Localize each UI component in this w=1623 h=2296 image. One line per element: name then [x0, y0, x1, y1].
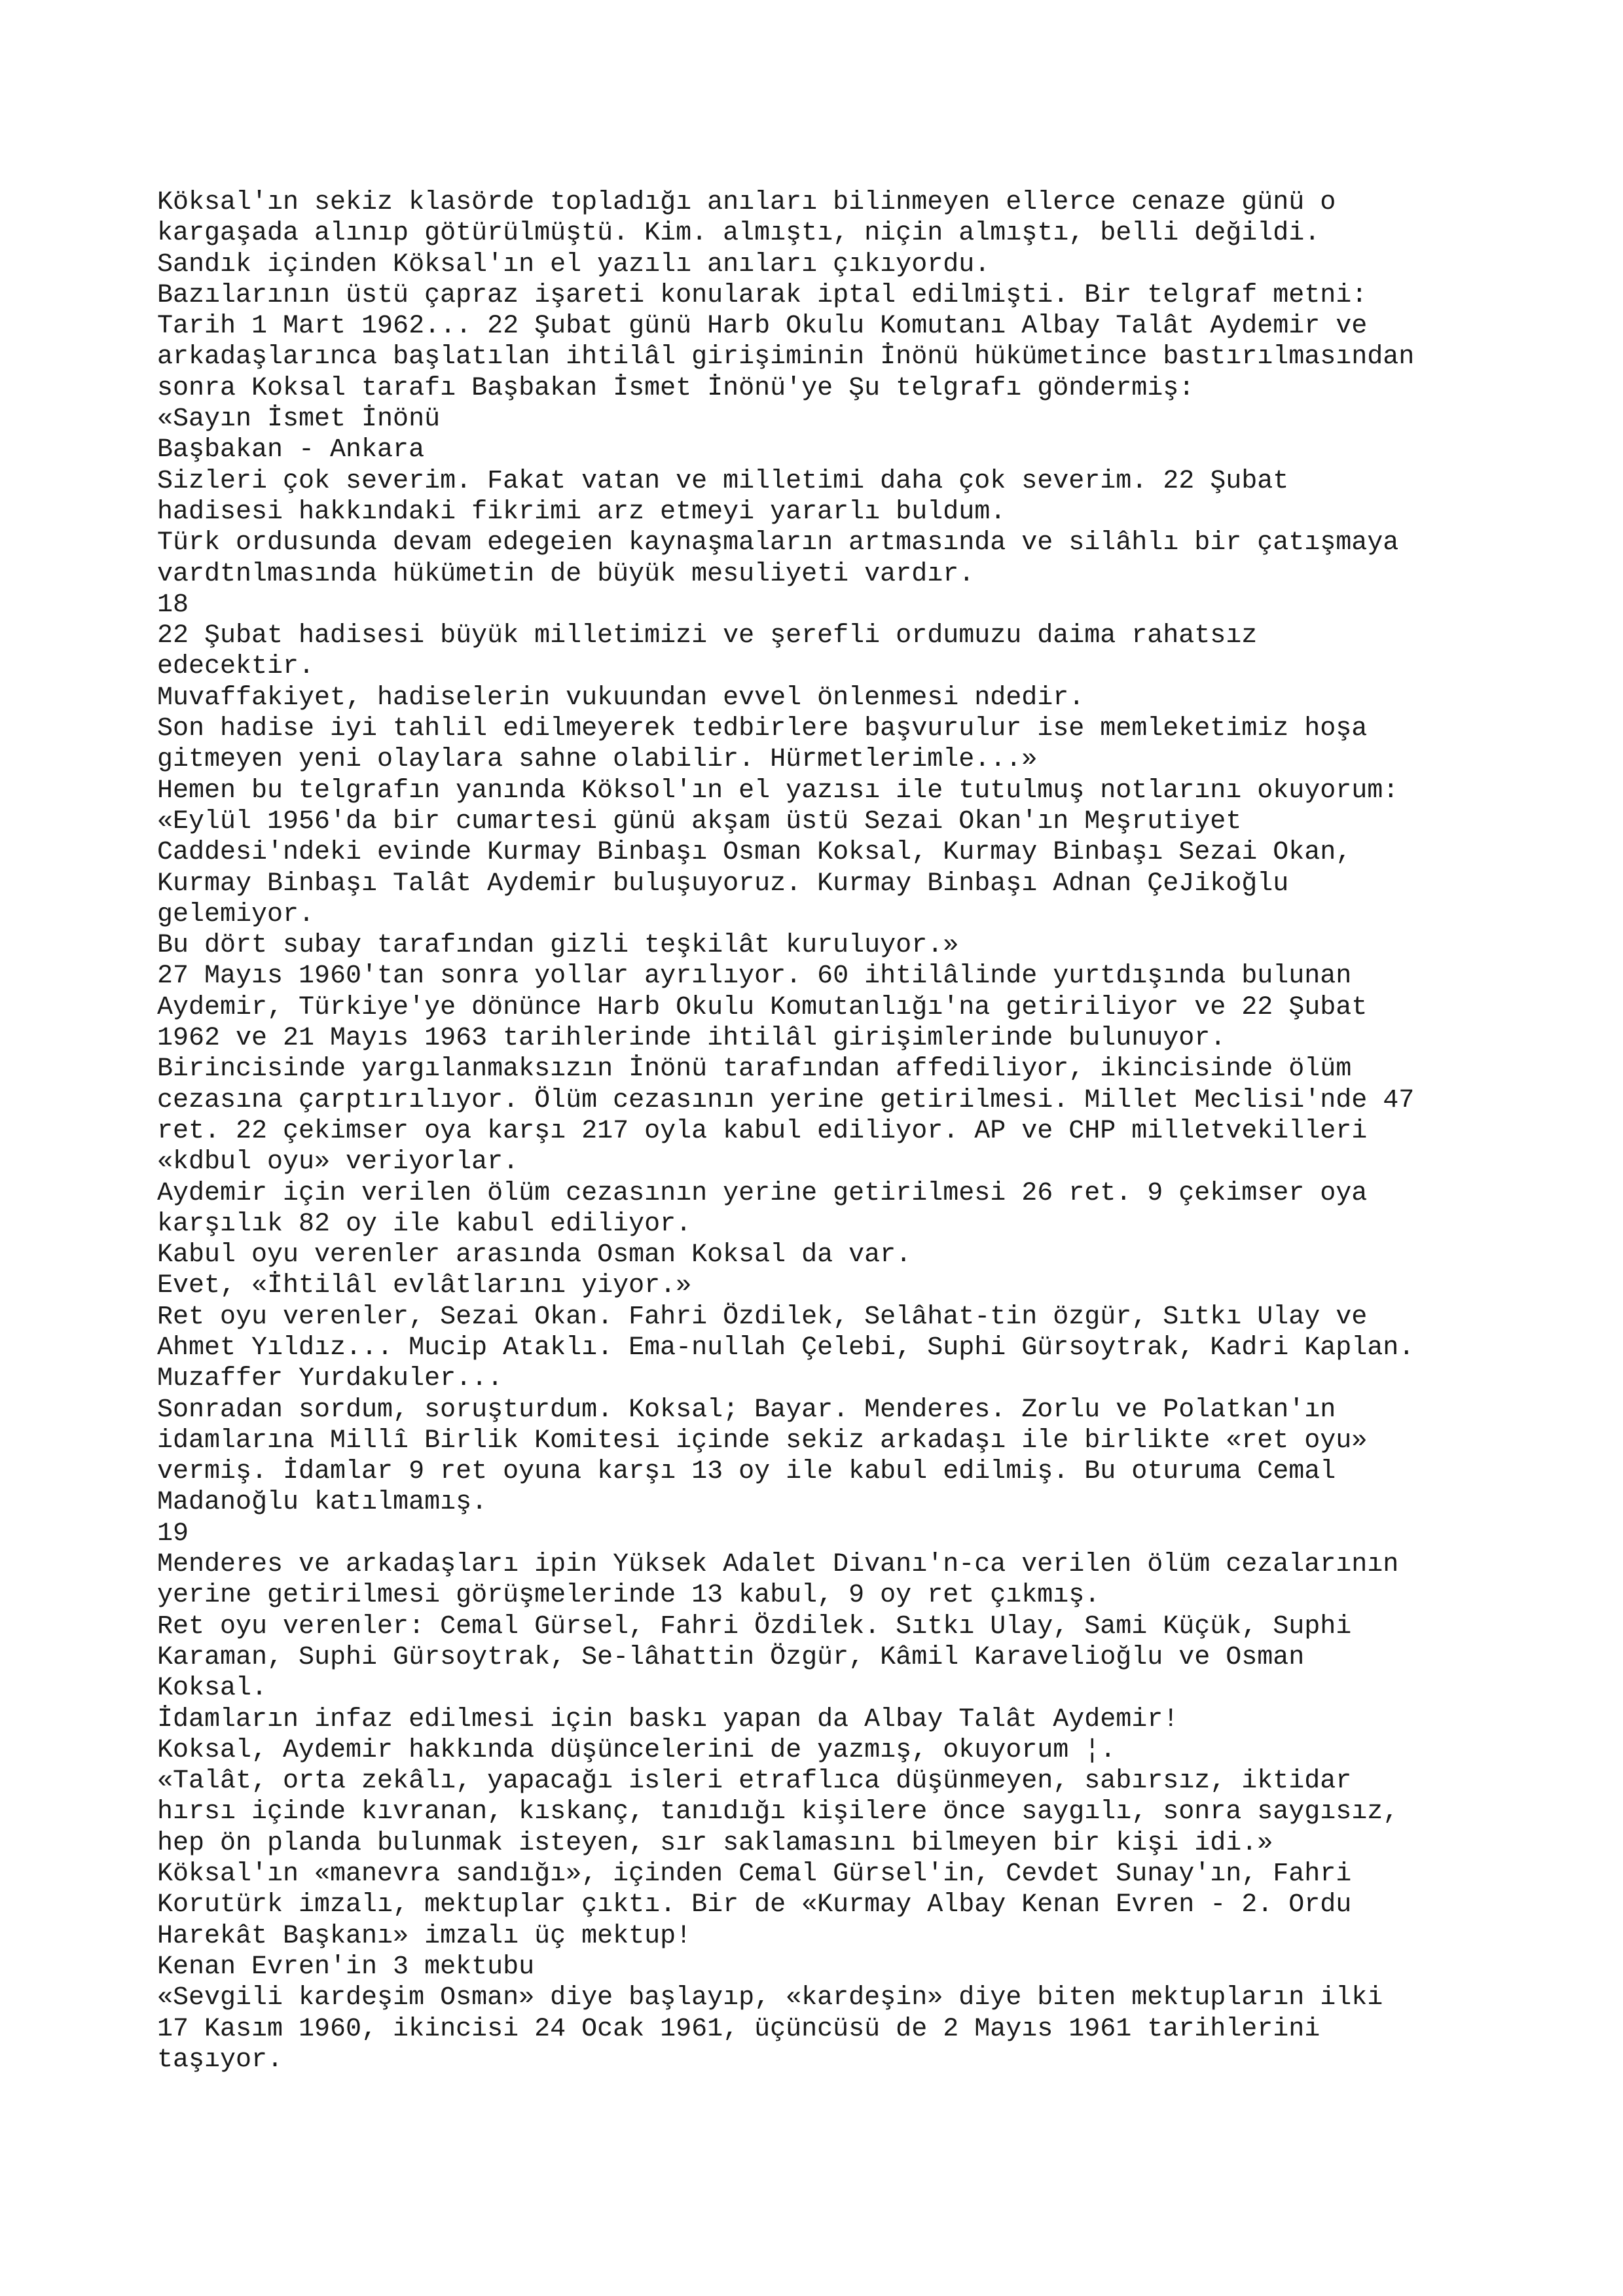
text-line: Birincisinde yargılanmaksızın İnönü tarafından affediliyor, ikincisinde ölüm	[157, 1054, 1352, 1085]
text-line: 1962 ve 21 Mayıs 1963 tarihlerinde ihtilâl girişimlerinde bulunuyor.	[157, 1024, 1226, 1054]
text-line: Caddesi'ndeki evinde Kurmay Binbaşı Osman Koksal, Kurmay Binbaşı Sezai Okan,	[157, 838, 1352, 868]
text-line: ret. 22 çekimser oya karşı 217 oyla kabul ediliyor. AP ve CHP milletvekilleri	[157, 1116, 1368, 1146]
text-line: Kenan Evren'in 3 mektubu	[157, 1952, 535, 1982]
text-line: Muvaffakiyet, hadiselerin vukuundan evvel önlenmesi ndedir.	[157, 683, 1085, 713]
text-line: Ahmet Yıldız... Mucip Ataklı. Ema-nullah Çelebi, Suphi Gürsoytrak, Kadri Kaplan.	[157, 1333, 1415, 1363]
text-line: Evet, «İhtilâl evlâtlarını yiyor.»	[157, 1271, 692, 1301]
text-line: Madanoğlu katılmamış.	[157, 1488, 488, 1518]
text-line: arkadaşlarınca başlatılan ihtilâl girişiminin İnönü hükümetince bastırılmasından	[157, 342, 1415, 372]
text-line: Kurmay Binbaşı Talât Aydemir buluşuyoruz. Kurmay Binbaşı Adnan ÇeJikoğlu	[157, 869, 1289, 899]
text-line: 17 Kasım 1960, ikincisi 24 Ocak 1961, üçüncüsü de 2 Mayıs 1961 tarihlerini	[157, 2014, 1321, 2044]
text-line: gitmeyen yeni olaylara sahne olabilir. Hürmetlerimle...»	[157, 745, 1038, 775]
text-line: 18	[157, 590, 189, 620]
text-line: Bazılarının üstü çapraz işareti konularak iptal edilmişti. Bir telgraf metni:	[157, 280, 1368, 310]
text-line: Harekât Başkanı» imzalı üç mektup!	[157, 1921, 692, 1951]
text-line: Aydemir, Türkiye'ye dönünce Harb Okulu Komutanlığı'na getiriliyor ve 22 Şubat	[157, 992, 1368, 1022]
text-line: hırsı içinde kıvranan, kıskanç, tanıdığı kişilere önce saygılı, sonra saygısız,	[157, 1797, 1399, 1827]
text-line: İdamların infaz edilmesi için baskı yapan da Albay Talât Aydemir!	[157, 1704, 1179, 1734]
text-line: Ret oyu verenler: Cemal Gürsel, Fahri Özdilek. Sıtkı Ulay, Sami Küçük, Suphi	[157, 1611, 1352, 1641]
text-line: Ret oyu verenler, Sezai Okan. Fahri Özdilek, Selâhat-tin özgür, Sıtkı Ulay ve	[157, 1302, 1368, 1332]
text-line: kargaşada alınıp götürülmüştü. Kim. almıştı, niçin almıştı, belli değildi.	[157, 219, 1321, 249]
text-line: 27 Mayıs 1960'tan sonra yollar ayrılıyor. 60 ihtilâlinde yurtdışında bulunan	[157, 961, 1352, 992]
text-line: vardtnlmasında hükümetin de büyük mesuliyeti vardır.	[157, 559, 975, 589]
text-line: Tarih 1 Mart 1962... 22 Şubat günü Harb Okulu Komutanı Albay Talât Aydemir ve	[157, 312, 1368, 342]
text-line: Sonradan sordum, soruşturdum. Koksal; Bayar. Menderes. Zorlu ve Polatkan'ın	[157, 1395, 1336, 1425]
text-line: «Eylül 1956'da bir cumartesi günü akşam üstü Sezai Okan'ın Meşrutiyet	[157, 806, 1242, 836]
text-line: «Sevgili kardeşim Osman» diye başlayıp, «kardeşin» diye biten mektupların ilki	[157, 1983, 1383, 2013]
text-line: taşıyor.	[157, 2045, 283, 2075]
text-line: Muzaffer Yurdakuler...	[157, 1364, 503, 1394]
text-line: «kdbul oyu» veriyorlar.	[157, 1147, 519, 1177]
text-line: 22 Şubat hadisesi büyük milletimizi ve şerefli ordumuzu daima rahatsız	[157, 621, 1258, 651]
text-line: «Sayın İsmet İnönü	[157, 404, 441, 435]
text-line: hadisesi hakkındaki fikrimi arz etmeyi yararlı buldum.	[157, 497, 1006, 527]
text-line: Kabul oyu verenler arasında Osman Koksal da var.	[157, 1240, 912, 1270]
text-line: Türk ordusunda devam edegeien kaynaşmaların artmasında ve silâhlı bir çatışmaya	[157, 528, 1399, 558]
text-line: Aydemir için verilen ölüm cezasının yerine getirilmesi 26 ret. 9 çekimser oya	[157, 1178, 1368, 1208]
text-line: Koksal.	[157, 1674, 268, 1704]
text-line: Hemen bu telgrafın yanında Köksol'ın el yazısı ile tutulmuş notlarını okuyorum:	[157, 776, 1399, 806]
text-line: yerine getirilmesi görüşmelerinde 13 kabul, 9 oy ret çıkmış.	[157, 1581, 1101, 1611]
text-line: «Talât, orta zekâlı, yapacağı isleri etraflıca düşünmeyen, sabırsız, iktidar	[157, 1767, 1352, 1797]
text-line: Bu dört subay tarafından gizli teşkilât kuruluyor.»	[157, 931, 959, 961]
text-line: 19	[157, 1518, 189, 1549]
text-line: Sizleri çok severim. Fakat vatan ve milletimi daha çok severim. 22 Şubat	[157, 466, 1289, 496]
text-line: vermiş. İdamlar 9 ret oyuna karşı 13 oy ile kabul edilmiş. Bu oturuma Cemal	[157, 1457, 1336, 1487]
text-line: Köksal'ın «manevra sandığı», içinden Cemal Gürsel'in, Cevdet Sunay'ın, Fahri	[157, 1859, 1352, 1890]
text-line: edecektir.	[157, 652, 315, 682]
text-line: karşılık 82 oy ile kabul ediliyor.	[157, 1209, 692, 1239]
text-line: sonra Koksal tarafı Başbakan İsmet İnönü'ye Şu telgrafı göndermiş:	[157, 373, 1195, 403]
text-line: idamlarına Millî Birlik Komitesi içinde sekiz arkadaşı ile birlikte «ret oyu»	[157, 1426, 1368, 1456]
text-line: Koksal, Aydemir hakkında düşüncelerini de yazmış, okuyorum ¦.	[157, 1735, 1116, 1765]
document-body-text	[157, 187, 1545, 2075]
text-line: Köksal'ın sekiz klasörde topladığı anıları bilinmeyen ellerce cenaze günü o	[157, 188, 1336, 217]
text-line: cezasına çarptırılıyor. Ölüm cezasının yerine getirilmesi. Millet Meclisi'nde 47	[157, 1085, 1415, 1115]
text-line: hep ön planda bulunmak isteyen, sır saklamasını bilmeyen bir kişi idi.»	[157, 1828, 1273, 1858]
text-line: Menderes ve arkadaşları ipin Yüksek Adalet Divanı'n-ca verilen ölüm cezalarının	[157, 1550, 1399, 1580]
text-line: gelemiyor.	[157, 899, 315, 929]
text-line: Karaman, Suphi Gürsoytrak, Se-lâhattin Özgür, Kâmil Karavelioğlu ve Osman	[157, 1642, 1305, 1672]
text-line: Korutürk imzalı, mektuplar çıktı. Bir de «Kurmay Albay Kenan Evren - 2. Ordu	[157, 1890, 1352, 1920]
text-line: Son hadise iyi tahlil edilmeyerek tedbirlere başvurulur ise memleketimiz hoşa	[157, 714, 1368, 744]
text-line: Sandık içinden Köksal'ın el yazılı anıları çıkıyordu.	[157, 249, 991, 279]
text-line: Başbakan - Ankara	[157, 435, 425, 465]
